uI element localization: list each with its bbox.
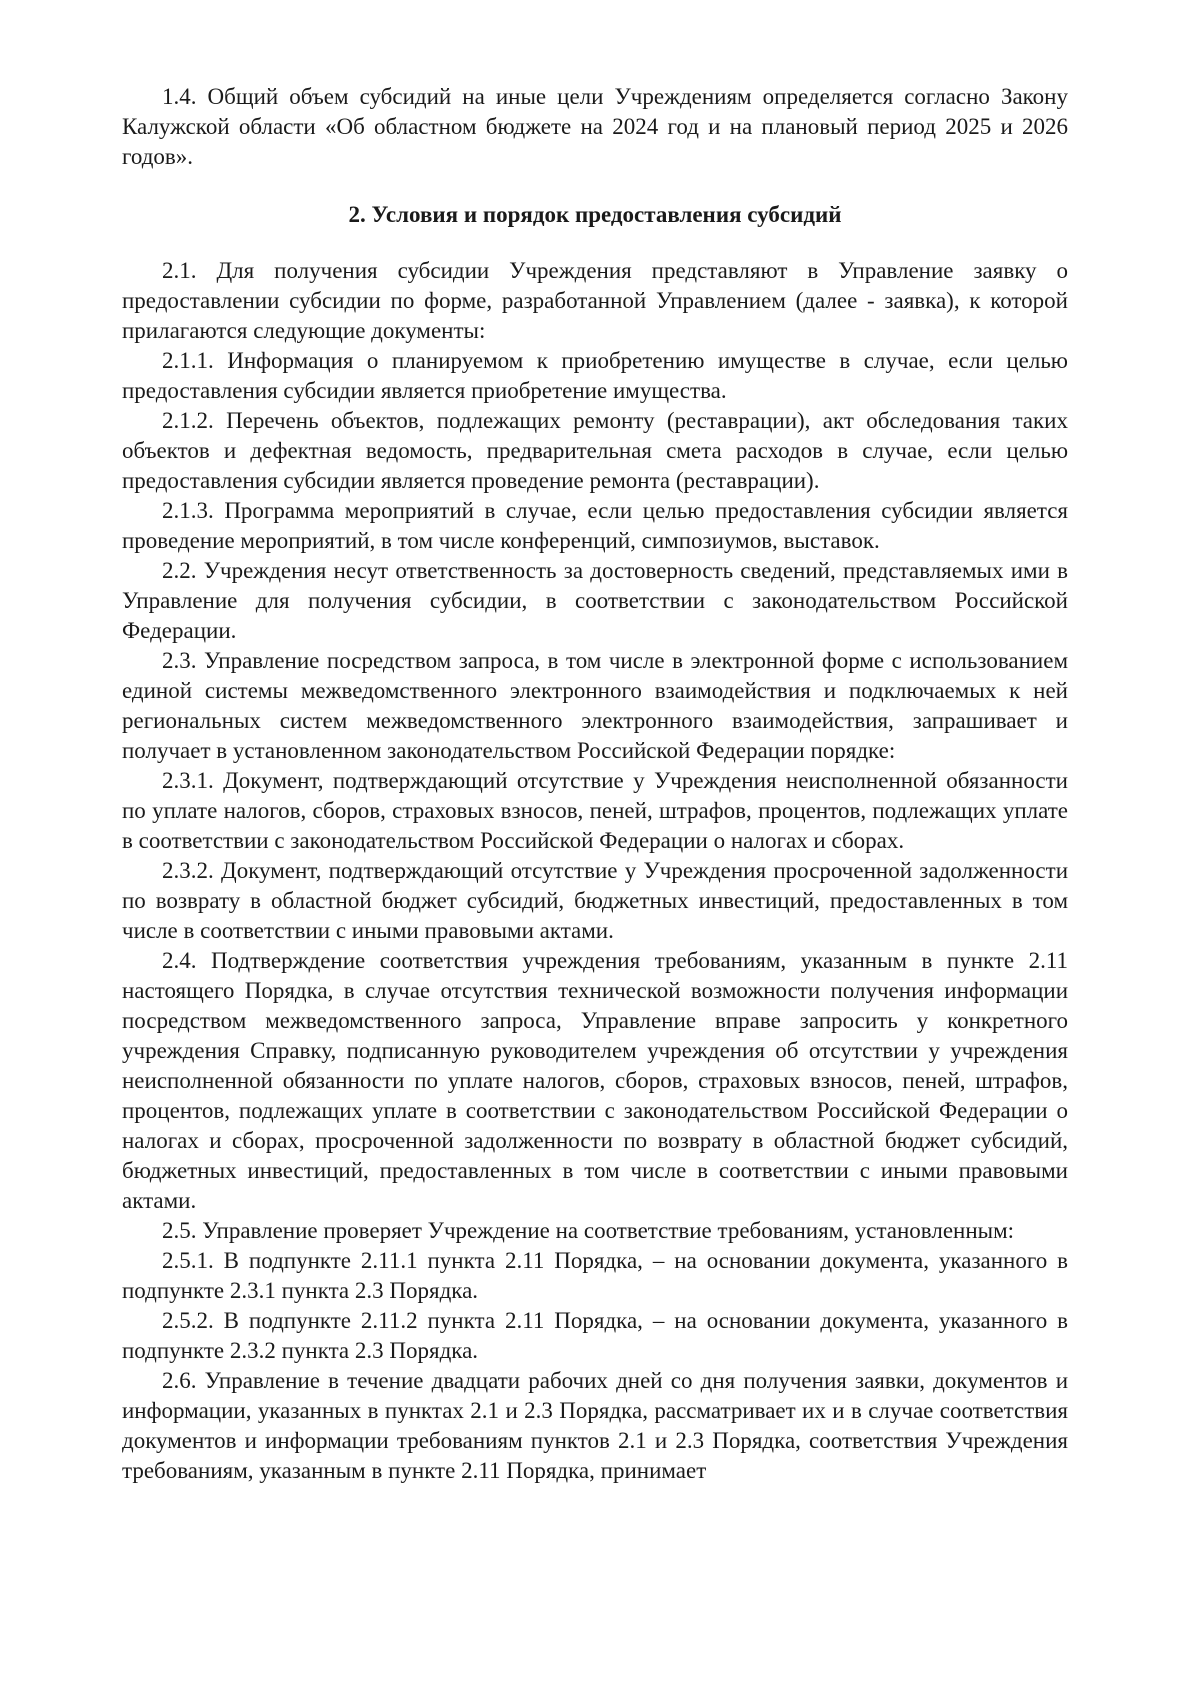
paragraph-2-3: 2.3. Управление посредством запроса, в том числе в электронной форме с использованием единой системы межведомственного электронного взаимодействия и подключаемых к ней региональных систем межведомственного электронного взаимодействия, запрашивает и получает в установленном законодательством Российской Федерации порядке:	[122, 648, 1068, 763]
section-title: 2. Условия и порядок предоставления субсидий	[348, 202, 842, 227]
paragraph-2-3-1: 2.3.1. Документ, подтверждающий отсутствие у Учреждения неисполненной обязанности по уплате налогов, сборов, страховых взносов, пеней, штрафов, процентов, подлежащих уплате в соответствии с законодательством Российской Федерации о налогах и сборах.	[122, 768, 1068, 853]
paragraph-2-2: 2.2. Учреждения несут ответственность за достоверность сведений, представляемых ими в Управление для получения субсидии, в соответствии с законодательством Российской Федерации.	[122, 558, 1068, 643]
intro-paragraph: 1.4. Общий объем субсидий на иные цели Учреждениям определяется согласно Закону Калужской области «Об областном бюджете на 2024 год и на плановый период 2025 и 2026 годов».	[122, 84, 1068, 169]
paragraph-2-5-1: 2.5.1. В подпункте 2.11.1 пункта 2.11 Порядка, – на основании документа, указанного в подпункте 2.3.1 пункта 2.3 Порядка.	[122, 1248, 1068, 1303]
paragraph-2-1-2: 2.1.2. Перечень объектов, подлежащих ремонту (реставрации), акт обследования таких объектов и дефектная ведомость, предварительная смета расходов в случае, если целью предоставления субсидии является проведение ремонта (реставрации).	[122, 408, 1068, 493]
paragraph-2-1-1: 2.1.1. Информация о планируемом к приобретению имуществе в случае, если целью предоставления субсидии является приобретение имущества.	[122, 348, 1068, 403]
paragraph-2-5: 2.5. Управление проверяет Учреждение на соответствие требованиям, установленным:	[162, 1218, 1015, 1243]
document-body	[122, 82, 1068, 1486]
paragraph-2-3-2: 2.3.2. Документ, подтверждающий отсутствие у Учреждения просроченной задолженности по возврату в областной бюджет субсидий, бюджетных инвестиций, предоставленных в том числе в соответствии с иными правовыми актами.	[122, 858, 1068, 943]
paragraph-2-5-2: 2.5.2. В подпункте 2.11.2 пункта 2.11 Порядка, – на основании документа, указанного в подпункте 2.3.2 пункта 2.3 Порядка.	[122, 1308, 1068, 1363]
paragraph-2-6: 2.6. Управление в течение двадцати рабочих дней со дня получения заявки, документов и информации, указанных в пунктах 2.1 и 2.3 Порядка, рассматривает их и в случае соответствия документов и информации требованиям пунктов 2.1 и 2.3 Порядка, соответствия Учреждения требованиям, указанным в пункте 2.11 Порядка, принимает	[122, 1368, 1068, 1483]
paragraph-2-1-3: 2.1.3. Программа мероприятий в случае, если целью предоставления субсидии является проведение мероприятий, в том числе конференций, симпозиумов, выставок.	[122, 498, 1068, 553]
paragraph-2-1: 2.1. Для получения субсидии Учреждения представляют в Управление заявку о предоставлении субсидии по форме, разработанной Управлением (далее - заявка), к которой прилагаются следующие документы:	[122, 258, 1068, 343]
paragraph-2-4: 2.4. Подтверждение соответствия учреждения требованиям, указанным в пункте 2.11 настоящего Порядка, в случае отсутствия технической возможности получения информации посредством межведомственного запроса, Управление вправе запросить у конкретного учреждения Справку, подписанную руководителем учреждения об отсутствии у учреждения неисполненной обязанности по уплате налогов, сборов, страховых взносов, пеней, штрафов, процентов, подлежащих уплате в соответствии с законодательством Российской Федерации о налогах и сборах, просроченной задолженности по возврату в областной бюджет субсидий, бюджетных инвестиций, предоставленных в том числе в соответствии с иными правовыми актами.	[122, 948, 1068, 1213]
